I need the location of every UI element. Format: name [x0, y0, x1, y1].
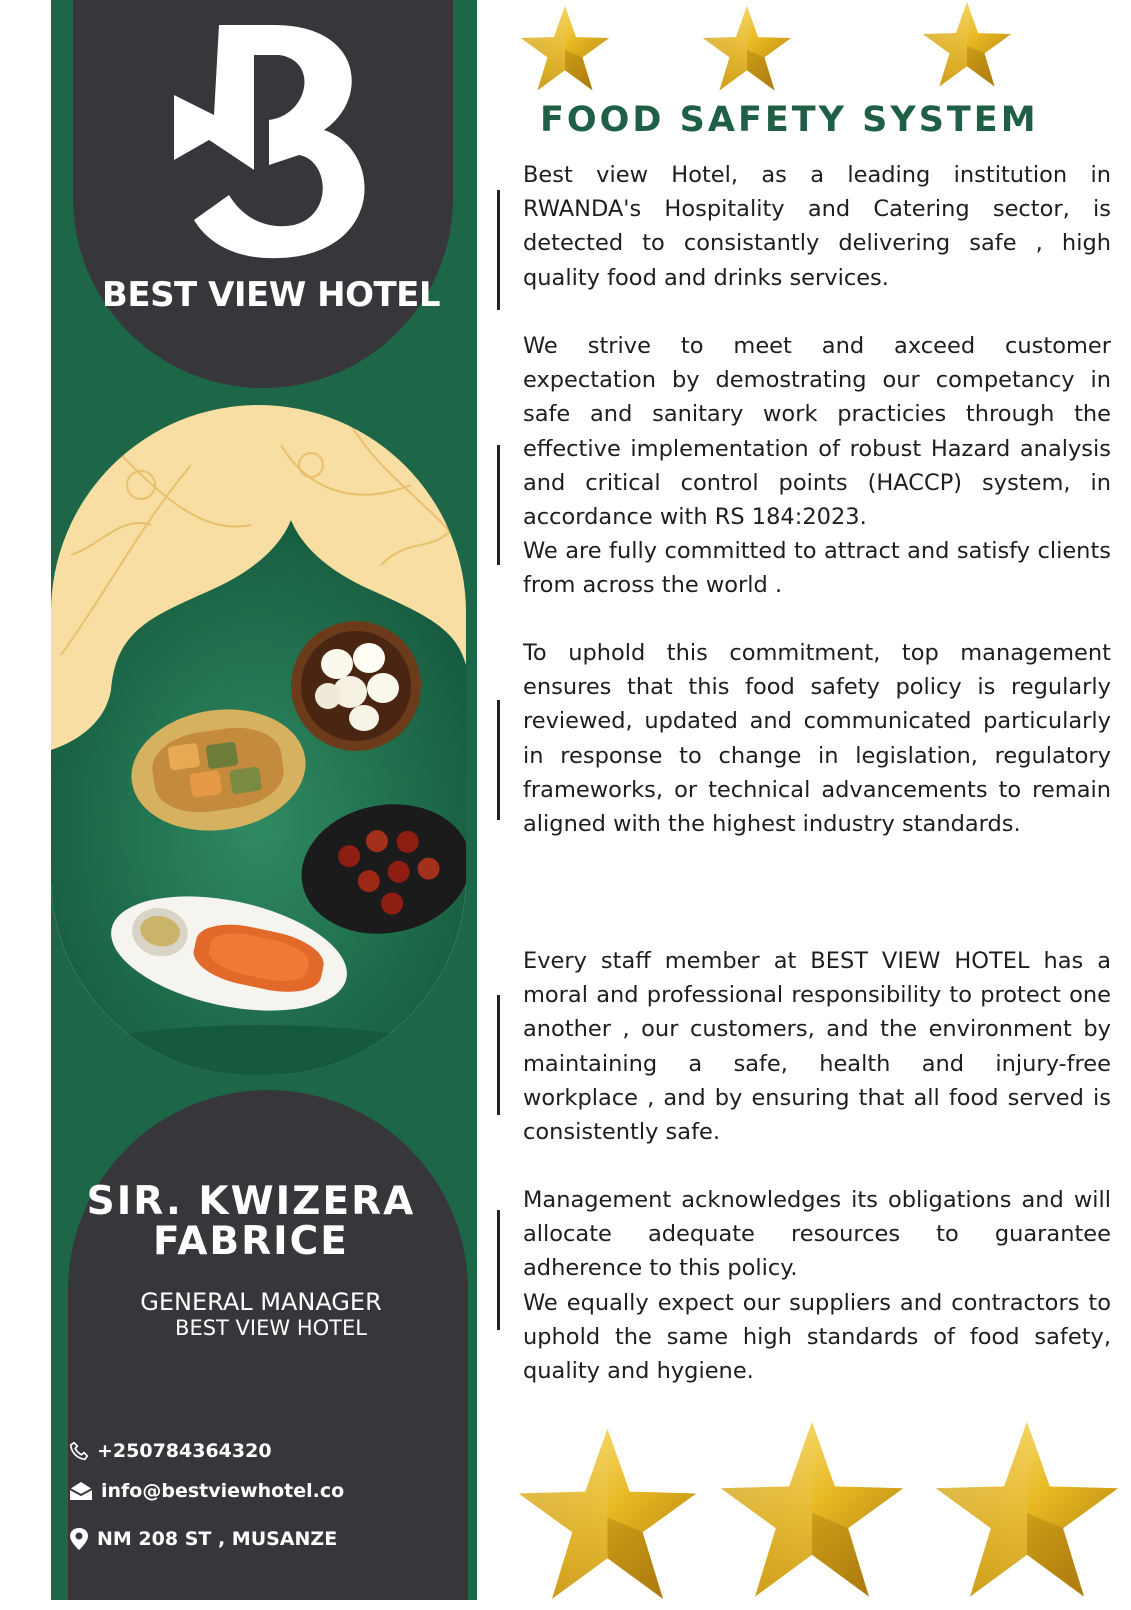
- paragraph-bar: [497, 700, 500, 820]
- logo-text: BEST VIEW HOTEL: [101, 275, 441, 315]
- street-address: NM 208 ST , MUSANZE: [97, 1528, 338, 1550]
- rasgulla-bowl: [291, 621, 421, 751]
- gold-star-icon: [516, 4, 614, 96]
- paragraph-resources: [523, 1183, 1111, 1388]
- gold-star-icon: [510, 1425, 705, 1610]
- paragraph-haccp: [523, 329, 1111, 603]
- manager-name: [51, 1179, 461, 1264]
- contact-phone[interactable]: [69, 1440, 272, 1462]
- manager-name-line1: SIR. KWIZERA: [86, 1179, 416, 1224]
- page-title: FOOD SAFETY SYSTEM: [540, 100, 1039, 140]
- paragraph-bar: [497, 445, 500, 565]
- phone-number[interactable]: +250784364320: [97, 1440, 272, 1462]
- contact-address: [69, 1527, 337, 1551]
- paragraph-suppliers-text: We equally expect our suppliers and contractors to uphold the same high standards of food safety, quality and hygiene.: [523, 1289, 1111, 1385]
- gold-star-icon: [928, 1418, 1126, 1608]
- paragraph-resources-text: Management acknowledges its obligations and will allocate adequate resources to guarantee adherence to this policy.: [523, 1187, 1111, 1282]
- hotel-logo: [159, 20, 389, 260]
- manager-panel: [68, 1090, 468, 1600]
- paragraph-management-review: To uphold this commitment, top management ensures that this food safety policy is regularly reviewed, updated and communicated particularly in response to change in legislation, regulatory frameworks, or technical advancements to remain aligned with the highest industry standards.: [523, 640, 1111, 838]
- manager-role: GENERAL MANAGER: [140, 1288, 382, 1316]
- paragraph-staff-responsibility: Every staff member at BEST VIEW HOTEL has a moral and professional responsibility to protect one another , our customers, and the environment by maintaining a safe, health and injury-free workplace , and by ensuring that all food served is consistently safe.: [523, 948, 1111, 1146]
- contact-email[interactable]: [69, 1480, 344, 1502]
- gold-star-icon: [713, 1418, 911, 1608]
- location-pin-icon: [69, 1527, 89, 1551]
- phone-icon: [69, 1441, 89, 1461]
- paragraph-commitment-text: We are fully committed to attract and satisfy clients from across the world .: [523, 538, 1111, 599]
- mail-icon: [69, 1481, 93, 1501]
- manager-name-line2: FABRICE: [153, 1219, 349, 1264]
- paragraph-haccp-text: We strive to meet and axceed customer expectation by demostrating our competancy in safe and sanitary work practicies through the effective implementation of robust Hazard analysis and critical control points (HACCP) system, in accordance with RS 184:2023.: [523, 333, 1111, 531]
- paragraph-bar: [497, 995, 500, 1115]
- email-address[interactable]: info@bestviewhotel.co: [101, 1480, 345, 1502]
- sidebar: [51, 0, 477, 1600]
- paragraph-bar: [497, 1210, 500, 1330]
- paragraph-bar: [497, 190, 500, 310]
- gold-star-icon: [918, 0, 1016, 92]
- paragraph-intro: Best view Hotel, as a leading institution in RWANDA's Hospitality and Catering sector, is detected to consistantly delivering safe , high quality food and drinks services.: [523, 162, 1111, 291]
- gold-star-icon: [698, 4, 796, 96]
- manager-org: BEST VIEW HOTEL: [175, 1316, 367, 1340]
- food-image: [51, 405, 466, 1075]
